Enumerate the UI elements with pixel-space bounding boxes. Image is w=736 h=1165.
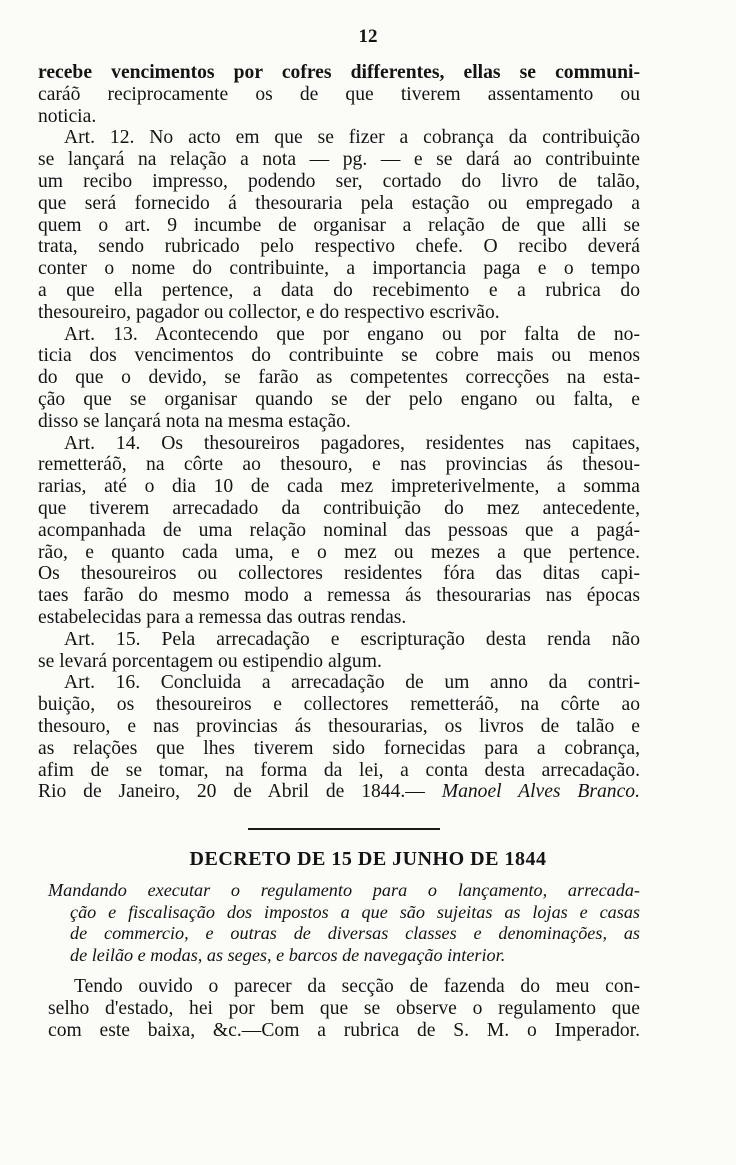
summary-line: ção e fiscalisação dos impostos a que são sujeitas as lojas e casas [70, 901, 640, 922]
text-line: afim de se tomar, na forma da lei, a conta desta arrecadação. [38, 759, 640, 781]
text-line: Tendo ouvido o parecer da secção de fazenda do meu con- [74, 976, 640, 997]
text-line: noticia. [38, 105, 97, 127]
text-line: um recibo impresso, podendo ser, cortado do livro de talão, [38, 170, 640, 192]
text-line: se levará porcentagem ou estipendio algum. [38, 650, 382, 672]
text-line: recebe vencimentos por cofres differentes, ellas se communi- [38, 62, 640, 83]
text-line: se lançará na relação a nota — pg. — e se dará ao contribuinte [38, 149, 640, 171]
text-line: buição, os thesoureiros e collectores remetteráõ, na côrte ao [38, 694, 640, 716]
text-line: quem o art. 9 incumbe de organisar a relação de que alli se [38, 214, 640, 236]
article-14-heading: Art. 14. Os thesoureiros pagadores, residentes nas capitaes, [64, 432, 640, 454]
section-divider [248, 828, 440, 830]
date-signature-line [38, 781, 640, 803]
text-line: Os thesoureiros ou collectores residentes fóra das ditas capi- [38, 563, 640, 585]
text-line: thesouro, e nas provincias ás thesourarias, os livros de talão e [38, 715, 640, 737]
article-15-heading: Art. 15. Pela arrecadação e escripturação desta renda não [64, 628, 640, 650]
text-line: trata, sendo rubricado pelo respectivo chefe. O recibo deverá [38, 236, 640, 258]
text-line: do que o devido, se farão as competentes correcções na esta- [38, 367, 640, 389]
summary-line: Mandando executar o regulamento para o lançamento, arrecada- [48, 880, 640, 900]
decree-title: DECRETO DE 15 DE JUNHO DE 1844 [189, 848, 547, 870]
signature: Manoel Alves Branco. [441, 781, 640, 803]
text-line: disso se lançará nota na mesma estação. [38, 410, 351, 432]
text-line: conter o nome do contribuinte, a importancia paga e o tempo [38, 258, 640, 280]
summary-line: de leilão e modas, as seges, e barcos de navegação interior. [70, 944, 506, 965]
text-line: estabelecidas para a remessa das outras rendas. [38, 606, 407, 628]
article-text [38, 62, 640, 803]
text-line: selho d'estado, hei por bem que se observe o regulamento que [48, 998, 640, 1019]
text-line: rarias, até o dia 10 de cada mez impreterivelmente, a somma [38, 476, 640, 498]
decree-body [48, 976, 640, 1042]
text-line: que será fornecido á thesouraria pela estação ou empregado a [38, 192, 640, 214]
text-line: ção que se organisar quando se der pelo engano ou falta, e [38, 388, 640, 410]
page-number: 12 [358, 26, 378, 47]
text-line: rão, e quanto cada uma, e o mez ou mezes a que pertence. [38, 541, 640, 563]
text-line: que tiverem arrecadado da contribuição do mez antecedente, [38, 497, 640, 519]
text-line: remetteráõ, na côrte ao thesouro, e nas provincias ás thesou- [38, 454, 640, 476]
text-line: com este baixa, &c.—Com a rubrica de S. M. o Imperador. [48, 1020, 640, 1041]
summary-line: de commercio, e outras de diversas classes e denominações, as [70, 923, 640, 943]
text-line: thesoureiro, pagador ou collector, e do respectivo escrivão. [38, 301, 500, 323]
text-line: ticia dos vencimentos do contribuinte se cobre mais ou menos [38, 345, 640, 367]
article-12-heading: Art. 12. No acto em que se fizer a cobrança da contribuição [64, 127, 640, 149]
decree-summary [48, 880, 640, 966]
date-line: Rio de Janeiro, 20 de Abril de 1844.— [38, 781, 442, 803]
text-line: caráõ reciprocamente os de que tiverem assentamento ou [38, 83, 640, 105]
text-line: as relações que lhes tiverem sido fornecidas para a cobrança, [38, 737, 640, 759]
article-13-heading: Art. 13. Acontecendo que por engano ou por falta de no- [64, 323, 640, 345]
text-line: a que ella pertence, a data do recebimento e a rubrica do [38, 279, 640, 301]
text-line: acompanhada de uma relação nominal das pessoas que a pagá- [38, 519, 640, 541]
text-line: taes farão do mesmo modo a remessa ás thesourarias nas épocas [38, 585, 640, 607]
article-16-heading: Art. 16. Concluida a arrecadação de um anno da contri- [64, 672, 640, 694]
